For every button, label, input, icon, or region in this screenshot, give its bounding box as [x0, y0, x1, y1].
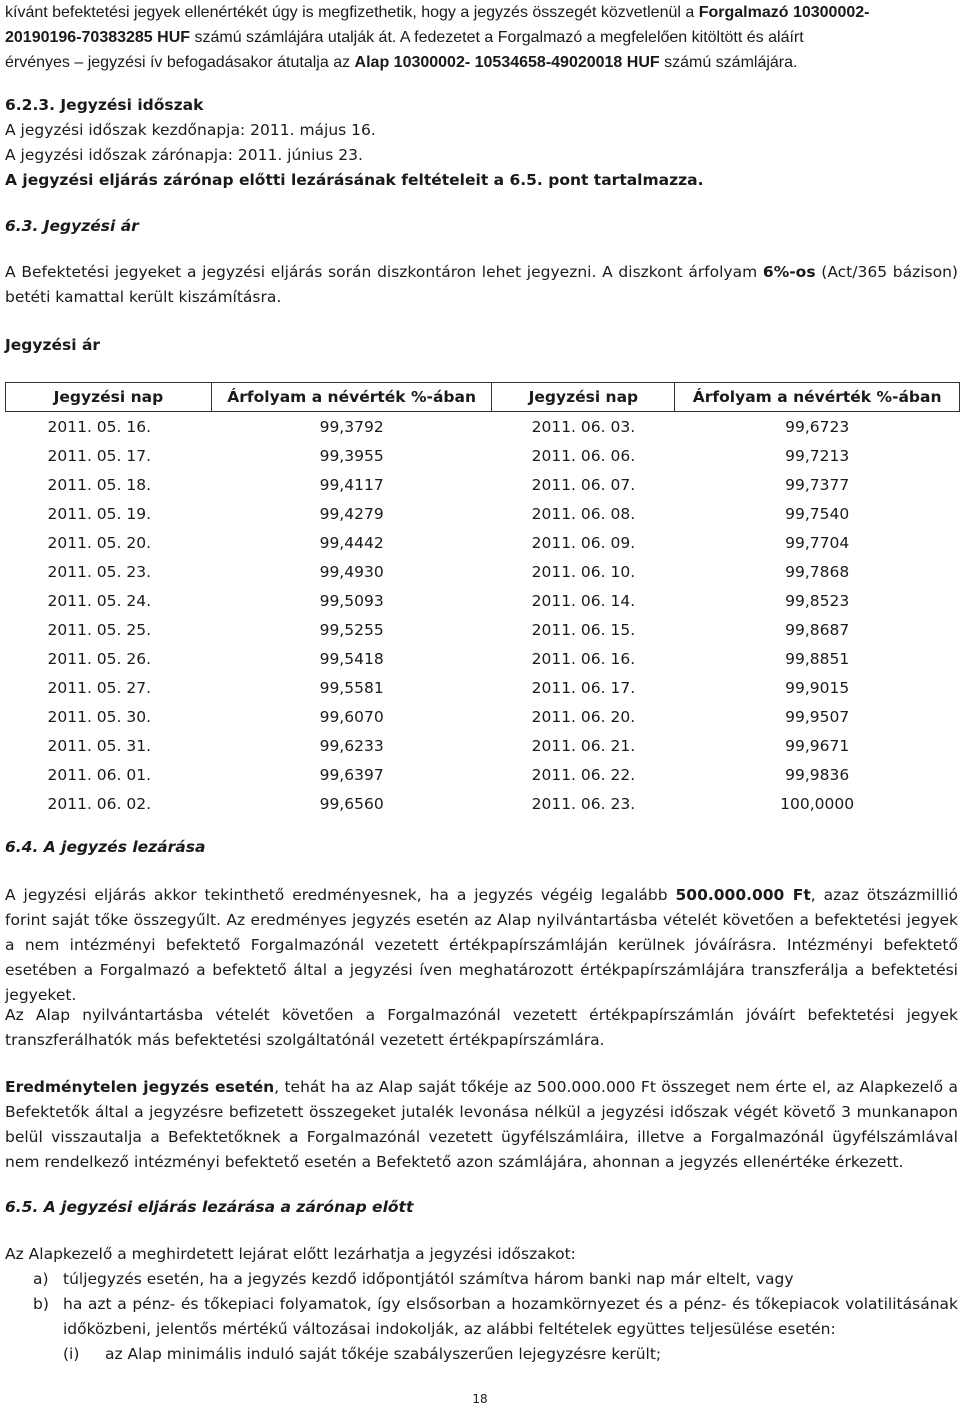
table-cell: 2011. 06. 10. [531, 562, 636, 581]
table-cell: 2011. 05. 20. [47, 533, 152, 552]
table-cell: 2011. 06. 21. [531, 736, 636, 755]
table-cell: 2011. 06. 14. [531, 591, 636, 610]
table-cell: 2011. 06. 02. [47, 794, 152, 813]
early-close-intro: Az Alapkezelő a meghirdetett lejárat előtt lezárhatja a jegyzési időszakot: [5, 1245, 576, 1263]
table-cell: 99,7704 [785, 533, 850, 552]
table-row [6, 731, 960, 760]
closing-paragraph-3: Eredménytelen jegyzés esetén, tehát ha az Alap saját tőkéje az 500.000.000 Ft összeget nem érte el, az Alapkezelő a Befektetők által a jegyzésre befizetett összegeket jutalék levonása nélkül a jegyzési időszak végét követő 3 munkanapon belül visszautalja a Befektetőknek a Forgalmazónál vezetett ügyfélszámláira, illetve a Forgalmazónál ügyfélszámlával nem rendelkező intézményi befektető esetén a Befektető azon számlájára, ahonnan a jegyzés ellenértéke érkezett. [5, 1078, 958, 1171]
table-cell: 2011. 05. 31. [47, 736, 152, 755]
table-cell: 99,3955 [319, 446, 384, 465]
table-cell: 99,8687 [785, 620, 850, 639]
section-heading: 6.2.3. Jegyzési időszak [5, 96, 204, 114]
table-cell: 2011. 05. 30. [47, 707, 152, 726]
table-cell: 99,4279 [319, 504, 384, 523]
table-cell: 2011. 06. 01. [47, 765, 152, 784]
table-cell: 2011. 05. 26. [47, 649, 152, 668]
table-cell: 99,9015 [785, 678, 850, 697]
table-cell: 2011. 06. 08. [531, 504, 636, 523]
table-row [6, 644, 960, 673]
table-cell: 2011. 05. 17. [47, 446, 152, 465]
table-cell: 2011. 06. 07. [531, 475, 636, 494]
table-cell: 2011. 05. 19. [47, 504, 152, 523]
column-header: Jegyzési nap [492, 383, 675, 412]
table-cell: 99,6397 [319, 765, 384, 784]
section-heading: 6.4. A jegyzés lezárása [5, 838, 206, 856]
table-cell: 2011. 05. 25. [47, 620, 152, 639]
table-cell: 2011. 05. 18. [47, 475, 152, 494]
table-row [6, 586, 960, 615]
table-cell: 99,7540 [785, 504, 850, 523]
table-cell: 2011. 06. 23. [531, 794, 636, 813]
table-cell: 99,9507 [785, 707, 850, 726]
table-row [6, 470, 960, 499]
price-table [5, 382, 960, 818]
table-cell: 99,6723 [785, 417, 850, 436]
table-cell: 2011. 06. 16. [531, 649, 636, 668]
table-cell: 99,7377 [785, 475, 850, 494]
table-row [6, 557, 960, 586]
closing-paragraph-2: Az Alap nyilvántartásba vételét követően a Forgalmazónál vezetett értékpapírszámlán jóváírt befektetési jegyek transzferálhatók más befektetési szolgáltatónál vezetett értékpapírszámlára. [5, 1006, 958, 1049]
table-cell: 2011. 06. 15. [531, 620, 636, 639]
table-row [6, 702, 960, 731]
subscription-end: A jegyzési időszak zárónapja: 2011. június 23. [5, 146, 363, 164]
column-header: Árfolyam a névérték %-ában [211, 383, 492, 412]
table-body [6, 412, 960, 819]
table-cell: 99,5093 [319, 591, 384, 610]
table-row [6, 528, 960, 557]
table-cell: 99,9671 [785, 736, 850, 755]
table-row [6, 789, 960, 818]
table-cell: 99,6070 [319, 707, 384, 726]
table-cell: 99,5255 [319, 620, 384, 639]
table-cell: 2011. 05. 23. [47, 562, 152, 581]
table-row [6, 673, 960, 702]
intro-paragraph: kívánt befektetési jegyek ellenértékét úgy is megfizethetik, hogy a jegyzés összegét közvetlenül a Forgalmazó 10300002- 20190196-70383285 HUF számú számlájára utalják át. A fedezetet a Forgalmazó a megfelelően kitöltött és aláírt érvényes – jegyzési ív befogadásakor átutalja az Alap 10300002- 10534658-49020018 HUF számú számlájára. [5, 4, 870, 71]
table-cell: 99,7868 [785, 562, 850, 581]
table-header-row [6, 383, 960, 412]
table-cell: 99,7213 [785, 446, 850, 465]
table-cell: 2011. 06. 20. [531, 707, 636, 726]
table-cell: 99,8523 [785, 591, 850, 610]
early-close-section [5, 1242, 958, 1367]
column-header: Árfolyam a névérték %-ában [675, 383, 960, 412]
table-cell: 2011. 06. 17. [531, 678, 636, 697]
column-header: Jegyzési nap [6, 383, 212, 412]
table-row [6, 412, 960, 442]
table-row [6, 499, 960, 528]
table-cell: 2011. 06. 09. [531, 533, 636, 552]
list-marker: b) [33, 1295, 49, 1313]
table-cell: 99,5581 [319, 678, 384, 697]
section-6-2-3 [5, 93, 958, 193]
table-cell: 2011. 05. 16. [47, 417, 152, 436]
table-row [6, 615, 960, 644]
table-cell: 99,4930 [319, 562, 384, 581]
section-heading: 6.5. A jegyzési eljárás lezárása a zárónap előtt [5, 1198, 414, 1216]
table-cell: 99,6233 [319, 736, 384, 755]
table-cell: 2011. 06. 03. [531, 417, 636, 436]
early-close-note: A jegyzési eljárás zárónap előtti lezárásának feltételeit a 6.5. pont tartalmazza. [5, 171, 704, 189]
page-number: 18 [472, 1392, 488, 1406]
table-cell: 100,0000 [780, 794, 855, 813]
table-cell: 99,3792 [319, 417, 384, 436]
closing-paragraph-1: A jegyzési eljárás akkor tekinthető eredményesnek, ha a jegyzés végéig legalább 500.000.000 Ft, azaz ötszázmillió forint saját tőke összegyűlt. Az eredményes jegyzés esetén az Alap nyilvántartásba vételét követően a befektetési jegyek a nem intézményi befektető Forgalmazónál vezetett értékpapírszámláján kerülnek jóváírásra. Intézményi befektető esetében a Forgalmazó a befektető által a jegyzési íven meghatározott értékpapírszámlájára transzferálja a befektetési jegyeket. [5, 886, 958, 1004]
table-row [6, 441, 960, 470]
discount-paragraph: A Befektetési jegyeket a jegyzési eljárás során diszkontáron lehet jegyezni. A diszkont árfolyam 6%-os (Act/365 bázison) betéti kamattal került kiszámításra. [5, 263, 958, 306]
list-item: b) ha azt a pénz- és tőkepiaci folyamatok, így elsősorban a hozamkörnyezet és a pénz- és tőkepiacok volatilitásának időközbeni, jelentős mértékű változásai indokolják, az alábbi feltételek együttes teljesülése esetén: [5, 1292, 958, 1342]
table-cell: 99,4442 [319, 533, 384, 552]
subscription-start: A jegyzési időszak kezdőnapja: 2011. május 16. [5, 121, 376, 139]
list-marker: a) [33, 1270, 49, 1288]
table-cell: 2011. 05. 24. [47, 591, 152, 610]
table-cell: 99,8851 [785, 649, 850, 668]
list-marker: (i) [63, 1345, 80, 1363]
table-cell: 2011. 05. 27. [47, 678, 152, 697]
table-cell: 99,9836 [785, 765, 850, 784]
table-cell: 2011. 06. 22. [531, 765, 636, 784]
table-title: Jegyzési ár [5, 336, 101, 354]
table-row [6, 760, 960, 789]
table-cell: 99,4117 [319, 475, 384, 494]
section-heading: 6.3. Jegyzési ár [5, 217, 139, 235]
table-cell: 99,6560 [319, 794, 384, 813]
table-cell: 99,5418 [319, 649, 384, 668]
list-item: a) túljegyzés esetén, ha a jegyzés kezdő időpontjától számítva három banki nap már eltelt, vagy [5, 1267, 958, 1292]
list-item: (i) az Alap minimális induló saját tőkéje szabályszerűen lejegyzésre került; [5, 1342, 958, 1367]
table-cell: 2011. 06. 06. [531, 446, 636, 465]
